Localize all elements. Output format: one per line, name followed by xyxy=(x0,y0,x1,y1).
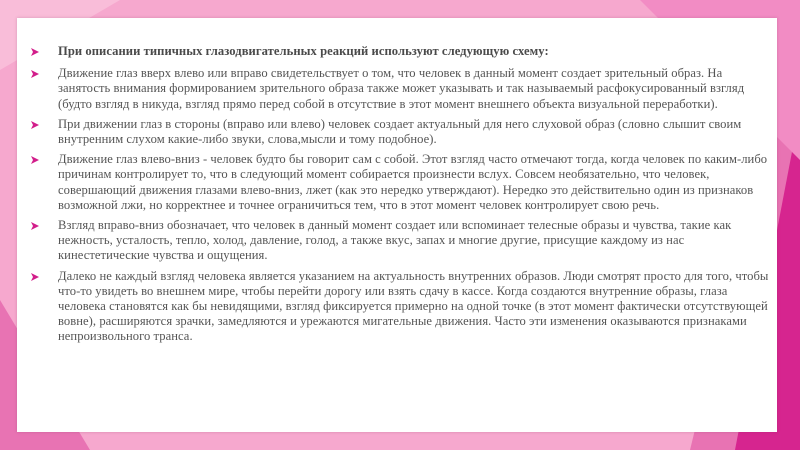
bullet-text: Далеко не каждый взгляд человека является указанием на актуальность внутренних образов. Люди смотрят просто для того, чтобы что-то увидеть во внешнем мире, чтобы перейти дорогу или взять сдачу в кассе. Когда создаются внутренние образы, глаза человека становятся как бы невидящими, взгляд фиксируется примерно на одной точке (в этот момент фактически отсутствующей вовне), расширяются зрачки, замедляются и урежаются мигательные движения. Часто эти изменения оказываются признаками непроизвольного транса. xyxy=(58,268,769,344)
arrow-bullet-icon xyxy=(30,47,40,57)
bullet-item xyxy=(30,66,770,112)
bullet-text: Взгляд вправо-вниз обозначает, что человек в данный момент создает или вспоминает телесные образы и чувства, такие как нежность, усталость, тепло, холод, давление, голод, а также вкус, запах и многие другие, присущие каждому из нас кинестетические чувства и ощущения. xyxy=(58,218,732,263)
bullet-text: При движении глаз в стороны (вправо или влево) человек создает актуальный для него слуховой образ (словно слышит своим внутренним слухом какие-либо звуки, слова,мысли и тому подобное). xyxy=(58,116,742,147)
arrow-bullet-icon xyxy=(30,272,40,282)
bullet-item xyxy=(30,269,770,345)
bullet-text: Движение глаз влево-вниз - человек будто бы говорит сам с собой. Этот взгляд часто отмечают тогда, когда человек по каким-либо причинам контролирует то, что в следующий момент собирается произнести вслух. Совсем необязательно, что человек, совершающий движения глазами влево-вниз, лжет (как это нередко утверждают). Нередко это действительно один из признаков возможной лжи, но корректнее и точнее ограничиться тем, что в этот момент человек контролирует свою речь. xyxy=(58,152,768,212)
bullet-item xyxy=(30,218,770,264)
arrow-bullet-icon xyxy=(30,69,40,79)
arrow-bullet-icon xyxy=(30,155,40,165)
bullet-text: При описании типичных глазодвигательных реакций используют следующую схему: xyxy=(58,44,549,58)
bullet-list xyxy=(30,44,770,350)
bullet-text: Движение глаз вверх влево или вправо свидетельствует о том, что человек в данный момент создает зрительный образ. На занятость внимания формированием зрительного образа также может указывать и так называемый расфокусированный взгляд (будто взгляд в никуда, взгляд прямо перед собой в отсутствие в этот момент внешнего объекта визуальной переработки). xyxy=(58,66,745,111)
bullet-item xyxy=(30,117,770,147)
slide-content-panel xyxy=(17,18,777,432)
arrow-bullet-icon xyxy=(30,120,40,130)
bullet-item xyxy=(30,152,770,213)
arrow-bullet-icon xyxy=(30,221,40,231)
bullet-item xyxy=(30,44,770,59)
